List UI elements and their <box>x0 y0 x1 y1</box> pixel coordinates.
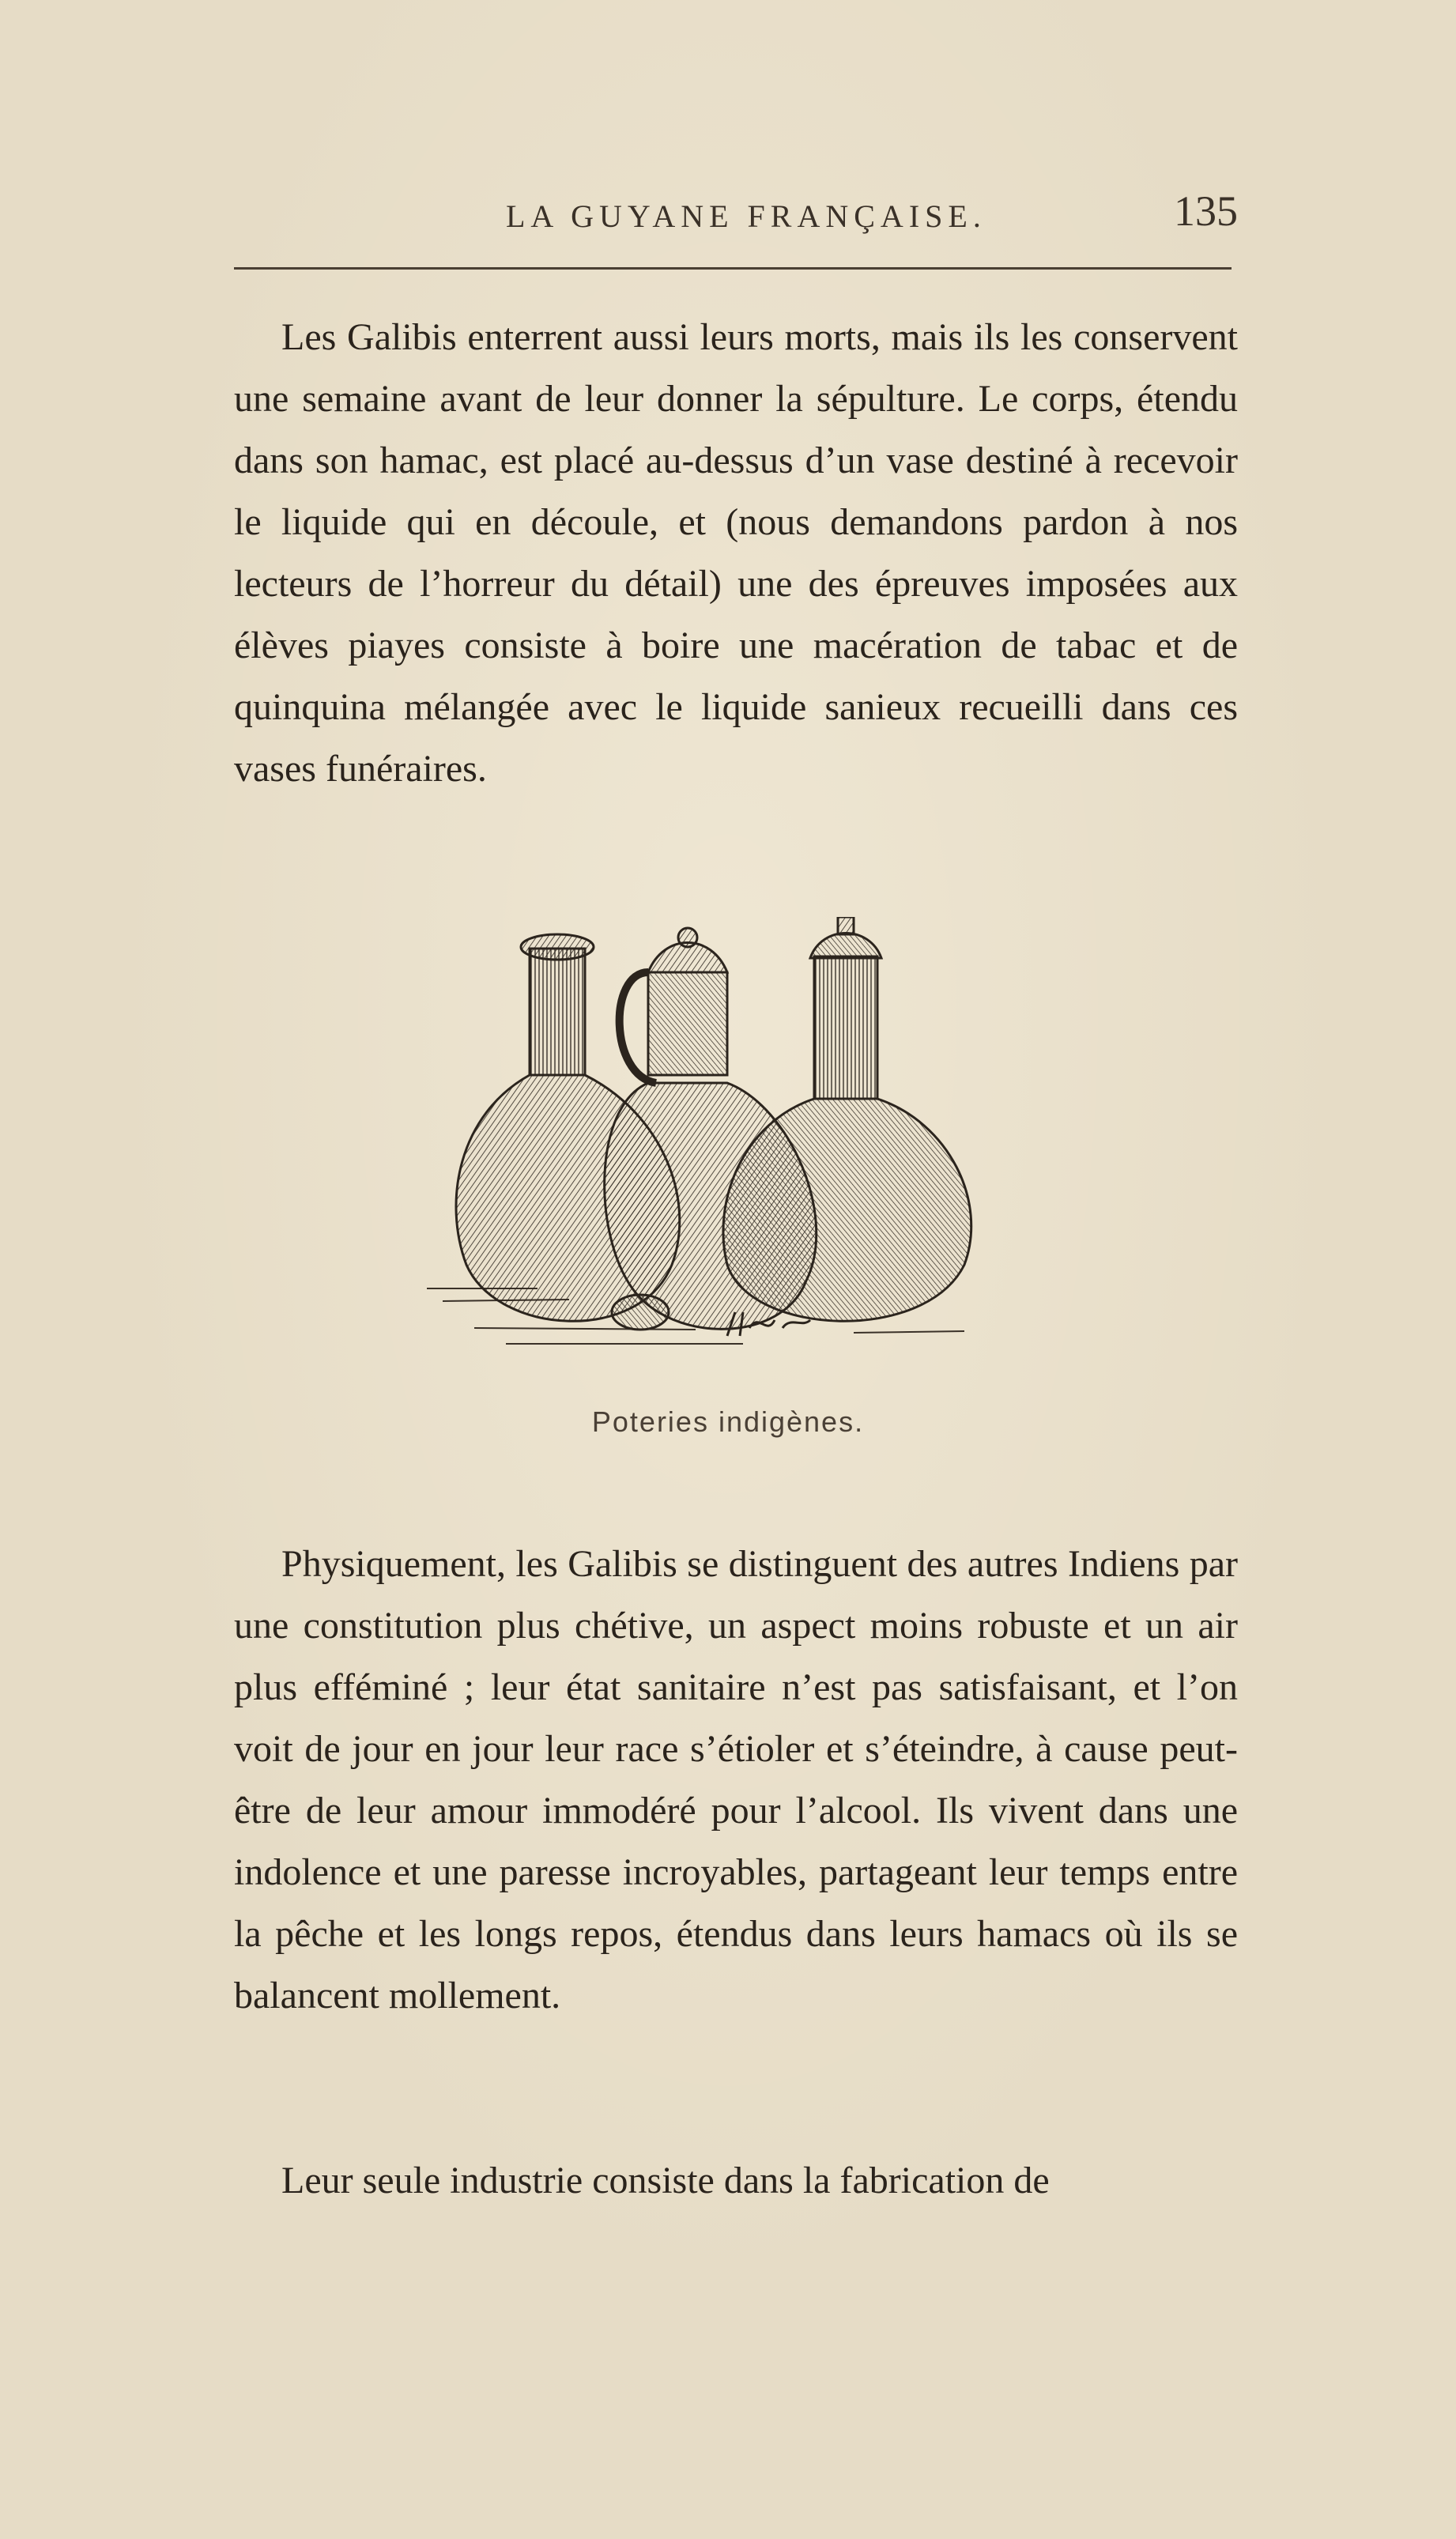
running-head <box>234 187 1238 242</box>
paragraph-burial <box>234 307 1238 800</box>
paragraph-industry <box>234 2150 1238 2212</box>
paragraph-text: Les Galibis enterrent aussi leurs morts, mais ils les conservent une semaine avant de leur donner la sépulture. Le corps, étendu dans son hamac, est placé au-dessus d’un vase destiné à recevoir le liquide qui en découle, et (nous demandons pardon à nos lecteurs de l’horreur du détail) une des épreuves imposées aux élèves piayes consiste à boire une macération de tabac et de quinquina mélangée avec le liquide sanieux recueilli dans ces vases funéraires. <box>234 316 1238 790</box>
paragraph-text: Physiquement, les Galibis se distinguent des autres Indiens par une constitution plus chétive, un aspect moins robuste et un air plus efféminé ; leur état sanitaire n’est pas satisfaisant, et l’on voit de jour en jour leur race s’étioler et s’éteindre, à cause peut-être de leur amour immodéré pour l’alcool. Ils vivent dans une indolence et une paresse incroyables, partageant leur temps entre la pêche et les longs repos, étendus dans leurs hamacs où ils se balancent mollement. <box>234 1543 1238 2016</box>
pottery-illustration <box>411 917 1012 1375</box>
paragraph-physique <box>234 1534 1238 2027</box>
middle-jug <box>620 928 727 1083</box>
small-dish <box>612 1295 669 1330</box>
paragraph-text: Leur seule industrie consiste dans la fabrication de <box>281 2160 1050 2201</box>
page-number: 135 <box>1174 187 1238 235</box>
header-rule <box>234 267 1232 270</box>
running-title: LA GUYANE FRANÇAISE. <box>506 198 986 234</box>
figure-caption: Poteries indigènes. <box>591 1405 865 1438</box>
pottery-engraving <box>411 917 1012 1375</box>
